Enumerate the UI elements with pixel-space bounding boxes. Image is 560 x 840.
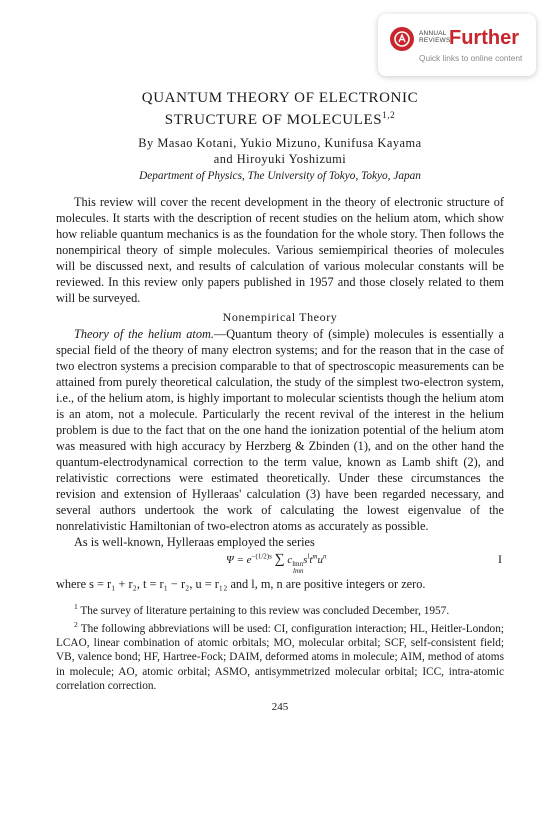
badge-line2: REVIEWS: [419, 37, 451, 44]
annual-reviews-logo-icon: [390, 27, 414, 51]
badge-tagline[interactable]: Quick links to online content: [419, 53, 523, 63]
badge-line1: ANNUAL: [419, 30, 447, 37]
coefficient-subscript: lmn: [292, 560, 304, 569]
subsection-lead: Theory of the helium atom.: [74, 327, 214, 341]
footnote-1-mark: 1: [74, 602, 78, 611]
body-text: —Quantum theory of (simple) molecules is essentially a special field of the theory of many electron systems; and for the reason that in the case of two electron systems a precision comparable to that of spectroscopic measurements can be attained from purely theoretical calculation, the study of the simplest two-electron system, i.e., of the helium atom, is highly important to molecular scientists though the helium atom is an atom, not a molecule. Particularly the recent revival of the interest in the helium problem is due to the fact that on the one hand the ionization potential of the helium atom was measured with high accuracy by Herzberg & Zbinden (1), and on the other hand the quantum-electrodynamical correction to the term value, known as Lamb shift (2), and relativistic corrections were estimated theoretically. Under these circumstances the revision and extension of Hylleraas' calculation (3) have been regarded necessary, and several authors undertook the work of calculating the lowest eigenvalue of the nonrelativistic Hamiltonian of two-electron atoms as accurately as possible.: [56, 327, 505, 533]
section-heading: Nonempirical Theory: [222, 310, 338, 324]
equation-body: [226, 552, 326, 568]
coefficient: c: [287, 554, 293, 566]
authors-line1: By Masao Kotani, Yukio Mizuno, Kunifusa Kayama: [138, 136, 422, 150]
further-badge[interactable]: [378, 14, 536, 76]
article-title: [56, 90, 504, 129]
equation-lhs: Ψ = e: [226, 554, 252, 566]
page-number: 245: [271, 701, 289, 714]
series-intro: As is well-known, Hylleraas employed the series: [74, 535, 315, 549]
equation-exponent: −(1/2)s: [251, 552, 272, 561]
article-page: [56, 90, 504, 713]
summation-index: lmn: [293, 567, 304, 575]
footnote-2-text: The following abbreviations will be used: CI, configuration interaction; HL, Heitler-London; LCAO, linear combination of atomic orbitals; MO, molecular orbital; SCF, self-consistent field; VB, valence bond; HF, Hartree-Fock; DAIM, deformed atoms in molecule; AIM, method of atoms in molecule; AO, atomic orbital; ASMO, antisymmetrized molecular orbital; ICC, intra-atomic correlation correction.: [56, 622, 504, 693]
badge-brand: Further: [449, 27, 519, 49]
title-footnote-mark[interactable]: 1,2: [382, 110, 396, 120]
badge-publisher-label: [419, 30, 451, 44]
summation-symbol: ∑: [274, 552, 285, 567]
title-line2: [56, 107, 504, 129]
footnote-1-text: The survey of literature pertaining to this review was concluded December, 1957.: [80, 604, 450, 617]
footnote-2: [56, 618, 504, 693]
where-line: where s = r₁ + r₂, t = r₁ − r₂, u = r₁₂ and l, m, n are positive integers or zero.: [56, 577, 426, 591]
equation-I: [56, 552, 504, 574]
equation-number: I: [498, 552, 502, 566]
footnote-2-mark: 2: [74, 620, 78, 630]
title-line2-text: STRUCTURE OF MOLECULES: [164, 112, 383, 128]
footnote-1: [56, 600, 504, 618]
affiliation: Department of Physics, The University of Tokyo, Tokyo, Japan: [139, 170, 421, 182]
title-line1: QUANTUM THEORY OF ELECTRONIC: [141, 90, 419, 106]
body-paragraph: [56, 326, 504, 534]
author-list: [56, 135, 504, 167]
intro-paragraph: This review will cover the recent development in the theory of electronic structure of molecules. It starts with the description of recent studies on the helium atom, which show how reliable quantum mechanics is as the foundation for the whole story. Then follows the nonempirical theory of simple molecules. Various semiempirical theories of molecules will be discussed next, and results of calculation of various molecular constants will be reviewed. In this review only papers published in 1957 and those closely related to them will be surveyed.: [56, 195, 504, 305]
footnotes: [56, 600, 504, 693]
equation-vars: $s^lt^mu^n$: [303, 552, 327, 566]
authors-line2: and Hiroyuki Yoshizumi: [213, 152, 347, 166]
